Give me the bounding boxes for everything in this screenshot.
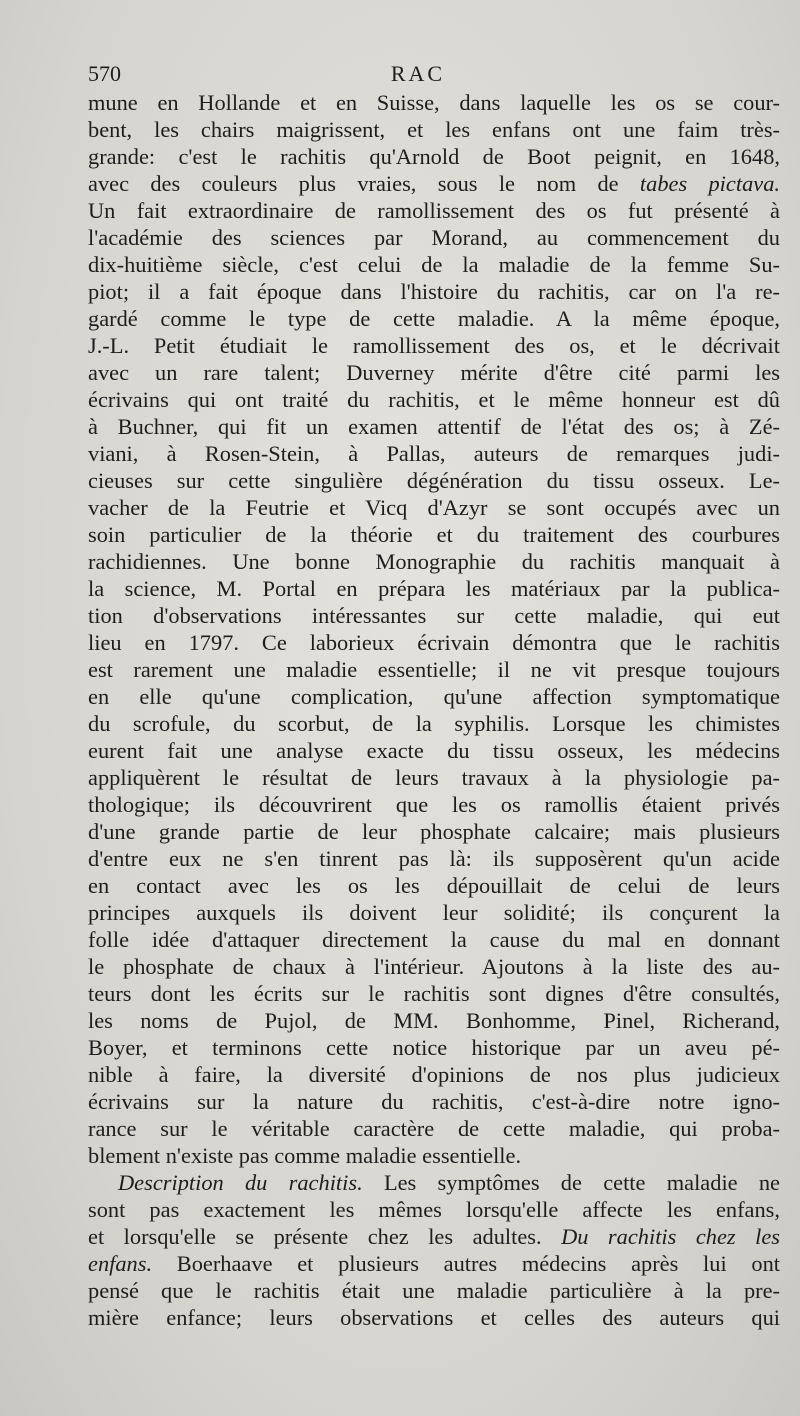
text-line xyxy=(88,602,780,629)
text-line xyxy=(88,764,780,791)
line-text: blement n'existe pas comme maladie essentielle. xyxy=(88,1143,522,1168)
text-line xyxy=(88,1223,780,1250)
text-line xyxy=(88,467,780,494)
text-line xyxy=(88,872,780,899)
text-line xyxy=(88,1088,780,1115)
text-line xyxy=(88,683,780,710)
text-line xyxy=(88,170,780,197)
text-line xyxy=(88,1169,780,1196)
line-text: du scrofule, du scorbut, de la syphilis. Lorsque les chimistes xyxy=(88,711,780,736)
text-line xyxy=(88,953,780,980)
text-line xyxy=(88,440,780,467)
text-line xyxy=(88,656,780,683)
text-line xyxy=(88,1007,780,1034)
line-text: dix-huitième siècle, c'est celui de la maladie de la femme Su- xyxy=(88,252,780,277)
line-text: piot; il a fait époque dans l'histoire du rachitis, car on l'a re- xyxy=(88,279,780,304)
text-line xyxy=(88,1250,780,1277)
line-text: est rarement une maladie essentielle; il ne vit presque toujours xyxy=(88,657,780,682)
line-text: folle idée d'attaquer directement la cause du mal en donnant xyxy=(88,927,780,952)
text-line xyxy=(88,89,780,116)
text-line xyxy=(88,629,780,656)
line-text: en elle qu'une complication, qu'une affection symptomatique xyxy=(88,684,780,709)
text-line xyxy=(88,224,780,251)
line-text: cieuses sur cette singulière dégénération du tissu osseux. Le- xyxy=(88,468,780,493)
line-text: le phosphate de chaux à l'intérieur. Ajoutons à la liste des au- xyxy=(88,954,780,979)
line-text: d'une grande partie de leur phosphate calcaire; mais plusieurs xyxy=(88,819,780,844)
text-line xyxy=(88,305,780,332)
line-text: gardé comme le type de cette maladie. A la même époque, xyxy=(88,306,780,331)
text-line xyxy=(88,791,780,818)
line-text: Les symptômes de cette maladie ne xyxy=(362,1170,780,1195)
text-line xyxy=(88,926,780,953)
text-line xyxy=(88,575,780,602)
line-text: Boerhaave et plusieurs autres médecins après lui ont xyxy=(152,1251,780,1276)
page-header xyxy=(88,60,748,88)
line-text: pensé que le rachitis était une maladie particulière à la pre- xyxy=(88,1278,780,1303)
text-line xyxy=(88,197,780,224)
text-line xyxy=(88,413,780,440)
line-text: la science, M. Portal en prépara les matériaux par la publica- xyxy=(88,576,780,601)
line-text: lieu en 1797. Ce laborieux écrivain démontra que le rachitis xyxy=(88,630,780,655)
text-line xyxy=(88,494,780,521)
line-text: rance sur le véritable caractère de cette maladie, qui proba- xyxy=(88,1116,780,1141)
text-line xyxy=(88,737,780,764)
line-text: mune en Hollande et en Suisse, dans laquelle les os se cour- xyxy=(88,90,780,115)
text-line xyxy=(88,1277,780,1304)
text-line xyxy=(88,1034,780,1061)
line-text: J.-L. Petit étudiait le ramollissement des os, et le décrivait xyxy=(88,333,780,358)
text-line xyxy=(88,143,780,170)
line-text: sont pas exactement les mêmes lorsqu'elle affecte les enfans, xyxy=(88,1197,780,1222)
line-text: appliquèrent le résultat de leurs travaux à la physiologie pa- xyxy=(88,765,780,790)
line-text: thologique; ils découvrirent que les os ramollis étaient privés xyxy=(88,792,780,817)
line-text: soin particulier de la théorie et du traitement des courbures xyxy=(88,522,780,547)
text-line xyxy=(88,899,780,926)
line-text: eurent fait une analyse exacte du tissu osseux, les médecins xyxy=(88,738,780,763)
text-line xyxy=(88,116,780,143)
italic-text: tabes pictava. xyxy=(639,171,780,196)
text-line xyxy=(88,359,780,386)
line-text: les noms de Pujol, de MM. Bonhomme, Pinel, Richerand, xyxy=(88,1008,780,1033)
line-text: écrivains qui ont traité du rachitis, et le même honneur est dû xyxy=(88,387,780,412)
text-line xyxy=(88,1304,780,1331)
page-number: 570 xyxy=(88,61,121,86)
line-text: Un fait extraordinaire de ramollissement des os fut présenté à xyxy=(88,198,780,223)
line-text: teurs dont les écrits sur le rachitis sont dignes d'être consultés, xyxy=(88,981,780,1006)
line-text: d'entre eux ne s'en tinrent pas là: ils supposèrent qu'un acide xyxy=(88,846,780,871)
line-text: grande: c'est le rachitis qu'Arnold de Boot peignit, en 1648, xyxy=(88,144,780,169)
line-text: avec des couleurs plus vraies, sous le nom de xyxy=(88,171,640,196)
italic-text: enfans. xyxy=(88,1251,153,1276)
text-line xyxy=(88,386,780,413)
line-text: nible à faire, la diversité d'opinions de nos plus judicieux xyxy=(88,1062,780,1087)
line-text: écrivains sur la nature du rachitis, c'est-à-dire notre igno- xyxy=(88,1089,780,1114)
line-text: tion d'observations intéressantes sur cette maladie, qui eut xyxy=(88,603,780,628)
italic-text: Du rachitis chez les xyxy=(561,1224,780,1249)
line-text: en contact avec les os les dépouillait de celui de leurs xyxy=(88,873,780,898)
text-line xyxy=(88,278,780,305)
italic-text: Description du rachitis. xyxy=(118,1170,363,1195)
text-line xyxy=(88,1061,780,1088)
line-text: à Buchner, qui fit un examen attentif de l'état des os; à Zé- xyxy=(88,414,780,439)
line-text: avec un rare talent; Duverney mérite d'être cité parmi les xyxy=(88,360,780,385)
line-text: viani, à Rosen-Stein, à Pallas, auteurs de remarques judi- xyxy=(88,441,780,466)
line-text: vacher de la Feutrie et Vicq d'Azyr se sont occupés avec un xyxy=(88,495,780,520)
line-text: mière enfance; leurs observations et celles des auteurs qui xyxy=(88,1305,780,1330)
text-line xyxy=(88,251,780,278)
text-line xyxy=(88,980,780,1007)
line-text: et lorsqu'elle se présente chez les adultes. xyxy=(88,1224,562,1249)
text-line xyxy=(88,1196,780,1223)
text-line xyxy=(88,710,780,737)
text-line xyxy=(88,1115,780,1142)
line-text: l'académie des sciences par Morand, au commencement du xyxy=(88,225,780,250)
text-line xyxy=(88,818,780,845)
body-text xyxy=(88,89,780,1331)
text-line xyxy=(88,332,780,359)
text-line xyxy=(88,1142,780,1169)
running-head: RAC xyxy=(390,61,446,86)
text-line xyxy=(88,521,780,548)
line-text: principes auxquels ils doivent leur solidité; ils conçurent la xyxy=(88,900,780,925)
line-text: bent, les chairs maigrissent, et les enfans ont une faim très- xyxy=(88,117,780,142)
line-text: rachidiennes. Une bonne Monographie du rachitis manquait à xyxy=(88,549,780,574)
text-line xyxy=(88,845,780,872)
line-text: Boyer, et terminons cette notice historique par un aveu pé- xyxy=(88,1035,780,1060)
text-line xyxy=(88,548,780,575)
